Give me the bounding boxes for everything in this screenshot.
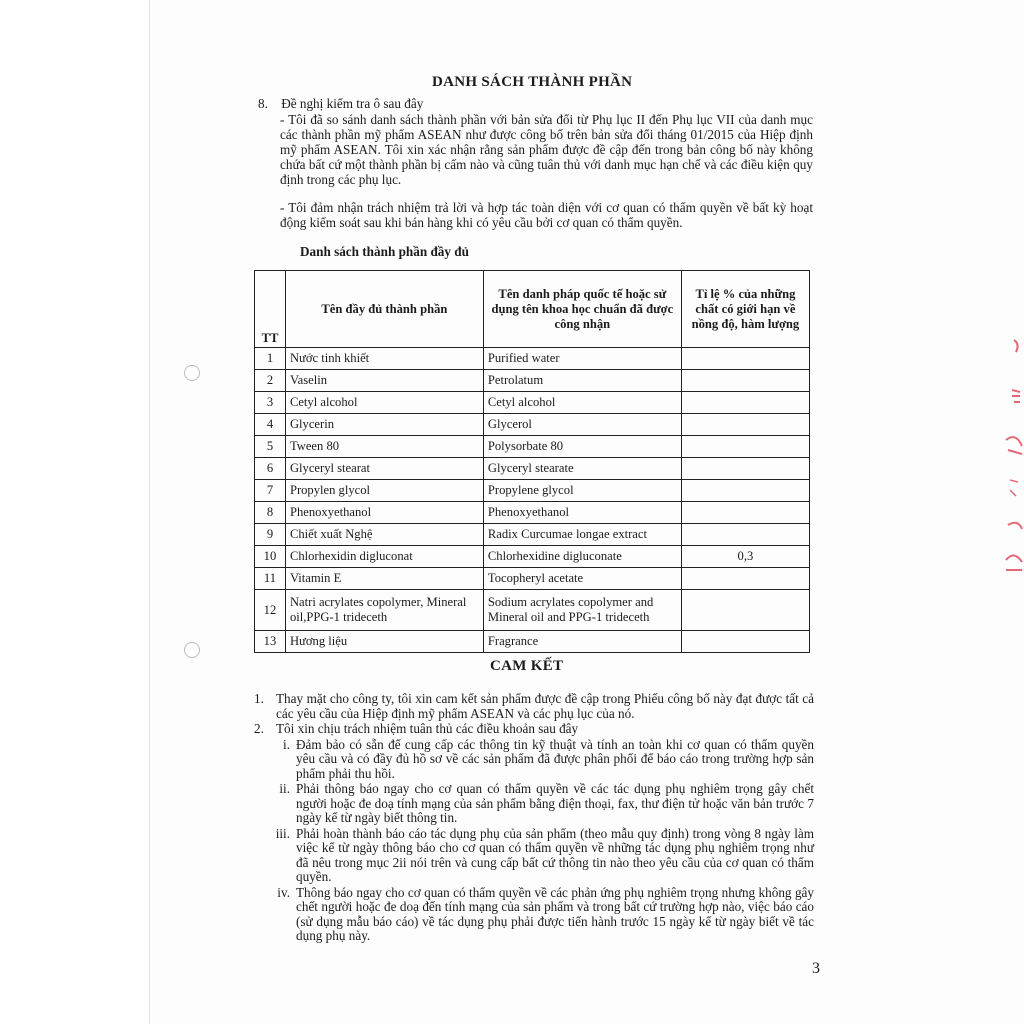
ingredient-inci-name: Petrolatum: [483, 370, 681, 392]
row-number: 10: [255, 546, 286, 568]
ingredient-name: Propylen glycol: [285, 480, 483, 502]
ingredient-inci-name: Purified water: [483, 348, 681, 370]
table-row: [255, 392, 810, 414]
intro-text: - Tôi đã so sánh danh sách thành phần với bản sửa đổi từ Phụ lục II đến Phụ lục VII của danh mục các thành phần mỹ phẩm ASEAN như được công bố trên bản sửa đổi tháng 01/2015 của Hiệp định mỹ phẩm ASEAN. Tôi xin xác nhận rằng sản phẩm được đề cập đến trong bản công bố này không chứa bất cứ một thành phần bị cấm nào và cũng tuân thủ với danh mục hạn chế và các điều kiện quy định trong các phụ lục.: [280, 112, 813, 187]
item-marker: 1.: [254, 691, 264, 706]
responsibility-text: - Tôi đảm nhận trách nhiệm trả lời và hợp tác toàn diện với cơ quan có thẩm quyền về bất kỳ hoạt động kiểm soát sau khi bán hàng khi có yêu cầu bởi cơ quan có thẩm quyền.: [280, 200, 813, 230]
ingredient-name: Cetyl alcohol: [285, 392, 483, 414]
row-number: 13: [255, 631, 286, 653]
ingredient-percent: [681, 524, 809, 546]
header-full-name: Tên đầy đủ thành phần: [285, 271, 483, 348]
table-row: [255, 414, 810, 436]
subitem-marker: ii.: [279, 781, 290, 796]
table-row: [255, 590, 810, 631]
ingredient-inci-name: Fragrance: [483, 631, 681, 653]
ingredient-inci-name: Radix Curcumae longae extract: [483, 524, 681, 546]
ingredient-inci-name: Propylene glycol: [483, 480, 681, 502]
row-number: 11: [255, 568, 286, 590]
ingredient-name: Glyceryl stearat: [285, 458, 483, 480]
table-row: [255, 568, 810, 590]
ingredient-percent: [681, 631, 809, 653]
ingredient-name: Hương liệu: [285, 631, 483, 653]
page-title: DANH SÁCH THÀNH PHẦN: [432, 74, 633, 90]
commitment-list: [254, 692, 814, 945]
ingredients-table: [254, 270, 810, 653]
ingredient-percent: [681, 436, 809, 458]
table-row: [255, 458, 810, 480]
ingredient-inci-name: Chlorhexidine digluconate: [483, 546, 681, 568]
ingredient-percent: [681, 568, 809, 590]
ingredient-inci-name: Sodium acrylates copolymer and Mineral oil and PPG-1 trideceth: [483, 590, 681, 631]
punch-hole: [184, 642, 200, 658]
table-row: [255, 524, 810, 546]
section-8-heading: [258, 96, 423, 111]
red-stamp-edge: [996, 330, 1024, 590]
ingredient-name: Phenoxyethanol: [285, 502, 483, 524]
header-percent: Tỉ lệ % của những chất có giới hạn về nồng độ, hàm lượng: [681, 271, 809, 348]
commitment-subitem: [254, 782, 814, 826]
subitem-text: Thông báo ngay cho cơ quan có thẩm quyền về các phản ứng phụ nghiêm trọng nhưng không gây chết người hoặc đe doạ đến tính mạng của sản phẩm và trong bất cứ trường hợp nào, việc báo cáo (sử dụng mẫu báo cáo) về tác dụng phụ phải được tiến hành trước 15 ngày kể từ ngày biết về tác dụng phụ này.: [296, 884, 814, 943]
commitment-item: [254, 722, 814, 737]
commitment-item: [254, 692, 814, 721]
section-label: Đề nghị kiểm tra ô sau đây: [281, 96, 424, 111]
table-header-row: [255, 271, 810, 348]
ingredient-name: Chlorhexidin digluconat: [285, 546, 483, 568]
ingredient-percent: [681, 392, 809, 414]
item-marker: 2.: [254, 721, 264, 736]
ingredient-percent: 0,3: [681, 546, 809, 568]
ingredient-name: Tween 80: [285, 436, 483, 458]
row-number: 9: [255, 524, 286, 546]
item-text: Tôi xin chịu trách nhiệm tuân thủ các điều khoản sau đây: [276, 721, 579, 736]
header-tt: TT: [255, 271, 286, 348]
ingredient-name: Glycerin: [285, 414, 483, 436]
row-number: 3: [255, 392, 286, 414]
ingredient-name: Vitamin E: [285, 568, 483, 590]
row-number: 4: [255, 414, 286, 436]
ingredient-inci-name: Tocopheryl acetate: [483, 568, 681, 590]
table-row: [255, 502, 810, 524]
header-inci-name: Tên danh pháp quốc tế hoặc sử dụng tên khoa học chuẩn đã được công nhận: [483, 271, 681, 348]
table-row: [255, 370, 810, 392]
row-number: 5: [255, 436, 286, 458]
ingredient-inci-name: Phenoxyethanol: [483, 502, 681, 524]
ingredient-inci-name: Glyceryl stearate: [483, 458, 681, 480]
stamp-fragment-icon: [996, 330, 1024, 590]
page-number: 3: [812, 960, 820, 977]
table-row: [255, 348, 810, 370]
subitem-marker: iv.: [277, 884, 290, 900]
commitment-title: CAM KẾT: [490, 658, 564, 674]
table-heading: Danh sách thành phần đầy đủ: [300, 244, 469, 259]
responsibility-paragraph: [258, 200, 813, 230]
ingredient-inci-name: Cetyl alcohol: [483, 392, 681, 414]
subitem-marker: i.: [283, 736, 290, 752]
subitem-text: Đảm bảo có sẵn để cung cấp các thông tin kỹ thuật và tính an toàn khi cơ quan có thẩm quyền yêu cầu và có đầy đủ hồ sơ về các sản phẩm đã được phân phối để báo cáo trong trường hợp sản phẩm phải thu hồi.: [296, 736, 814, 781]
row-number: 12: [255, 590, 286, 631]
subitem-text: Phải hoàn thành báo cáo tác dụng phụ của sản phẩm (theo mẫu quy định) trong vòng 8 ngày làm việc kể từ ngày thông báo cho cơ quan có thẩm quyền về những tác dụng phụ nghiêm trọng như đã nêu trong mục 2ii nói trên và cung cấp bất cứ thông tin nào theo yêu cầu của cơ quan có thẩm quyền.: [296, 825, 814, 884]
table-row: [255, 436, 810, 458]
subitem-text: Phải thông báo ngay cho cơ quan có thẩm quyền về các tác dụng phụ nghiêm trọng gây chết người hoặc đe doạ tính mạng của sản phẩm bằng điện thoại, fax, thư điện tử hoặc văn bản trước 7 ngày kể từ ngày biết thông tin.: [296, 781, 814, 825]
row-number: 8: [255, 502, 286, 524]
ingredient-name: Nước tinh khiết: [285, 348, 483, 370]
ingredient-percent: [681, 458, 809, 480]
row-number: 6: [255, 458, 286, 480]
punch-hole: [184, 365, 200, 381]
ingredient-percent: [681, 480, 809, 502]
table-row: [255, 631, 810, 653]
intro-paragraph: [258, 112, 813, 187]
commitment-subitem: [254, 827, 814, 885]
subitem-marker: iii.: [275, 825, 290, 841]
ingredient-inci-name: Polysorbate 80: [483, 436, 681, 458]
ingredient-inci-name: Glycerol: [483, 414, 681, 436]
table-row: [255, 546, 810, 568]
section-number: 8.: [258, 96, 268, 111]
ingredient-name: Chiết xuất Nghệ: [285, 524, 483, 546]
row-number: 7: [255, 480, 286, 502]
ingredient-percent: [681, 370, 809, 392]
ingredient-percent: [681, 590, 809, 631]
item-text: Thay mặt cho công ty, tôi xin cam kết sản phẩm được đề cập trong Phiếu công bố này đạt được tất cả các yêu cầu của Hiệp định mỹ phẩm ASEAN và các phụ lục của nó.: [276, 691, 814, 721]
ingredient-percent: [681, 348, 809, 370]
commitment-subitem: [254, 738, 814, 782]
row-number: 2: [255, 370, 286, 392]
commitment-subitem: [254, 886, 814, 944]
ingredient-percent: [681, 502, 809, 524]
table-row: [255, 480, 810, 502]
row-number: 1: [255, 348, 286, 370]
ingredient-name: Vaselin: [285, 370, 483, 392]
ingredient-percent: [681, 414, 809, 436]
ingredient-name: Natri acrylates copolymer, Mineral oil,PPG-1 trideceth: [285, 590, 483, 631]
